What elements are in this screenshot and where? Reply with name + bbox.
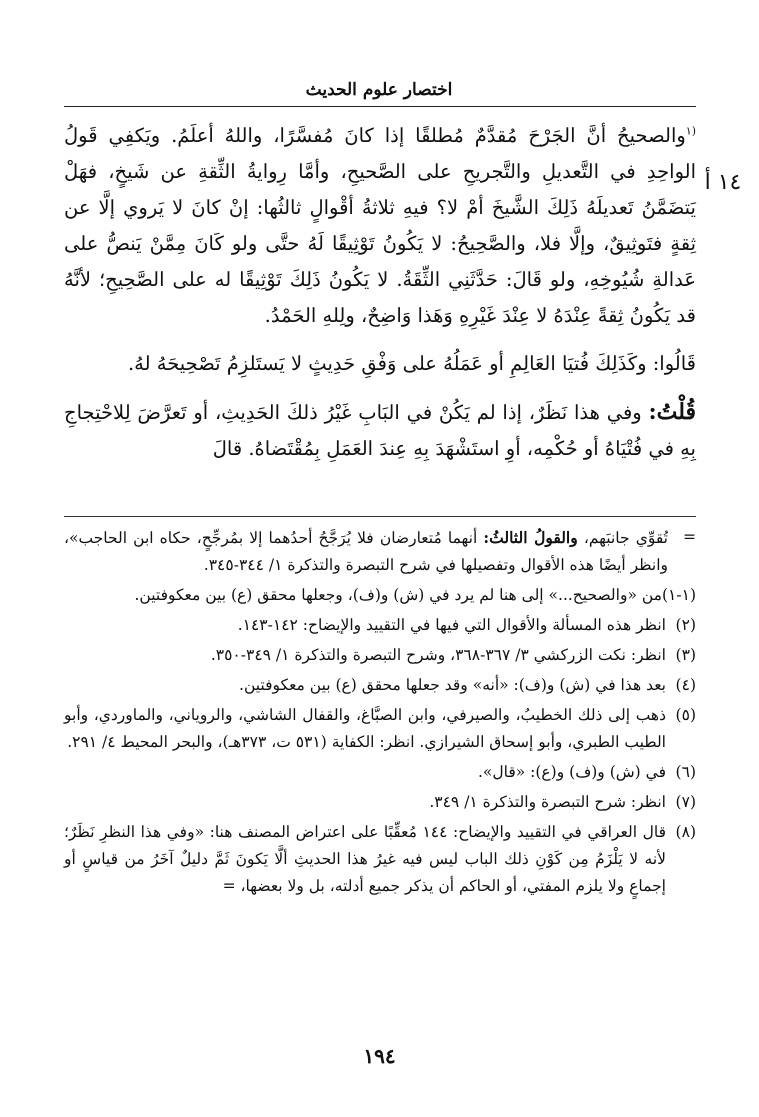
footnote-text: في (ش) و(ف) و(ع): «قال». <box>477 763 666 781</box>
footnote-number: (٦) <box>675 763 696 781</box>
footnote-text: انظر: نكت الزركشي ٣/ ٣٦٧-٣٦٨، وشرح التبصرة والتذكرة ١/ ٣٤٩-٣٥٠. <box>210 646 666 664</box>
footnote-item <box>64 702 696 756</box>
footnote-item <box>64 759 696 786</box>
footnote-text: قال العراقي في التقييد والإيضاح: ١٤٤ مُعقِّبًا على اعتراض المصنف هنا: «وفي هذا النظرِ نَظَرٌ؛ لأنه لا يَلْزَمُ مِن كَوْنِ ذلك الباب ليس فيه غيرُ هذا الحديثِ ألَّا يَكونَ ثَمَّ دليلٌ آخَرُ من قياسٍ أو إجماعٍ ولا يلزم المفتي، أو الحاكم أن يذكر جميع أدلته، بل ولا بعضها، = <box>64 823 666 895</box>
header-divider <box>64 106 696 107</box>
paragraph-2-text: قَالُوا: وكَذَلِكَ فُتيَا العَالِمِ أو عَمَلُهُ على وَفْقِ حَدِيثٍ لا يَستَلزِمُ تَصْحِيحَهُ لهُ. <box>127 352 696 375</box>
footnote-number: (٧) <box>675 793 696 811</box>
page-header-title: اختصار علوم الحديث <box>305 80 453 100</box>
footnote-divider <box>64 516 696 517</box>
page-number: ١٩٤ <box>363 1044 396 1068</box>
continuation-bold: والقولُ الثالثُ: <box>483 528 578 547</box>
footnotes <box>64 524 696 903</box>
footnote-text: بعد هذا في (ش) و(ف): «أنه» وقد جعلها محقق (ع) بين معكوفتين. <box>239 676 666 694</box>
footnote-number: (٥) <box>675 706 696 724</box>
footnote-number: (٨) <box>675 823 696 841</box>
margin-folio-note: ١٤ أ <box>704 170 742 195</box>
footnote-item <box>64 672 696 699</box>
paragraph-3-text: وفي هذا نَظَرٌ، إذا لم يَكُنْ في البَابِ غَيْرُ ذلكَ الحَدِيثِ، أو تَعرَّضَ لِلاحْتِجاجِ بِهِ في فُتْيَاهُ أو حُكْمِه، أوِ استَشْهَدَ بِهِ عِندَ العَمَلِ بِمُقْتَضاهُ. قالَ <box>64 401 696 460</box>
main-text <box>64 118 696 479</box>
continuation-post: أنهما مُتعارضان فلا يُرَجَّحُ أحدُهما إلا بمُرجِّحٍ، حكاه ابن الحاجب»، وانظر أيضًا هذه الأقوال وتفصيلها في شرح التبصرة والتذكرة ١/ ٣٤٤-٣٤٥. <box>64 529 668 574</box>
footnote-item <box>64 612 696 639</box>
footnote-item <box>64 819 696 900</box>
continuation-mark: = <box>683 528 696 546</box>
footnote-number: (٣) <box>675 646 696 664</box>
footnote-text: انظر: شرح التبصرة والتذكرة ١/ ٣٤٩. <box>429 793 666 811</box>
footnote-text: ذهب إلى ذلك الخطيبُ، والصيرفي، وابن الصبَّاغ، والقفال الشاشي، والروياني، والماوردي، وأبو الطيب الطبري، وأبو إسحاق الشيرازي. انظر: الكفاية (٥٣١ ت، ٣٧٣هـ)، والبحر المحيط ٤/ ٢٩١. <box>64 706 666 751</box>
paragraph-1: $^{(١}$والصحيحُ أنَّ الجَرْحَ مُقدَّمٌ مُطلقًا إذا كانَ مُفسَّرًا، واللهُ أعلَمُ. ويَكفِي قَولُ الواحِدِ في التَّعديلِ والتَّجريحِ على الصَّحيحِ، وأمَّا رِوايةُ الثِّقةِ عن شَيخٍ، فهَلْ يَتضَمَّنُ تَعديلَهُ ذَلِكَ الشَّيخَ أمْ لا؟ فيهِ ثلاثةُ أقْوالٍ ثالثُها: إنْ كانَ لا يَروي إلَّا عن ثِقةٍ فتَوثِيقٌ، وإلَّا فلا، والصَّحِيحُ: لا يَكُونُ تَوْثِيقًا لَهُ حتَّى ولو كَانَ مِمَّنْ يَنصُّ على عَدالةِ شُيُوخِهِ، ولو قَالَ: حَدَّثَنِي الثِّقَةُ. لا يَكُونُ ذَلِكَ تَوْثِيقًا له على الصَّحِيحِ؛ لأنَّهُ قد يَكُونُ ثِقةً عِنْدَهُ لا عِنْدَ غَيْرِهِ وَهَذا وَاضِحٌ، ولِلهِ الحَمْدُ. <box>64 124 696 327</box>
footnote-number: (٢) <box>675 616 696 634</box>
paragraph-2 <box>64 346 696 382</box>
continuation-pre: تُقوِّي جانبَهم، <box>583 529 668 547</box>
footnote-number: (٤) <box>675 676 696 694</box>
paragraph-1-text: والصحيحُ أنَّ الجَرْحَ مُقدَّمٌ مُطلقًا إذا كانَ مُفسَّرًا، واللهُ أعلَمُ. ويَكفِي قَولُ الواحِدِ في التَّعديلِ والتَّجريحِ على الصَّحيحِ، وأمَّا رِوايةُ الثِّقةِ عن شَيخٍ، فهَلْ يَتضَمَّنُ تَعديلَهُ ذَلِكَ الشَّيخَ أمْ لا؟ فيهِ ثلاثةُ أقْوالٍ ثالثُها: إنْ كانَ لا يَروي إلَّا عن ثِقةٍ فتَوثِيقٌ، وإلَّا فلا، والصَّحِيحُ: لا يَكُونُ تَوْثِيقًا لَهُ حتَّى ولو كَانَ مِمَّنْ يَنصُّ على عَدالةِ شُيُوخِهِ، ولو قَالَ: حَدَّثَنِي الثِّقَةُ. لا يَكُونُ ذَلِكَ تَوْثِيقًا له على الصَّحِيحِ؛ لأنَّهُ قد يَكُونُ ثِقةً عِنْدَهُ لا عِنْدَ غَيْرِهِ وَهَذا وَاضِحٌ، ولِلهِ الحَمْدُ. <box>64 124 696 327</box>
footnote-item <box>64 582 696 609</box>
footnote-item <box>64 642 696 669</box>
paragraph-3 <box>64 394 696 467</box>
footnote-text: انظر هذه المسألة والأقوال التي فيها في التقييد والإيضاح: ١٤٢-١٤٣. <box>237 616 666 634</box>
footnote-text: من «والصحيح...» إلى هنا لم يرد في (ش) و(ف)، وجعلها محقق (ع) بين معكوفتين. <box>134 586 662 604</box>
qult-label: قُلْتُ: <box>648 399 696 425</box>
footnote-number: (١-١) <box>661 586 696 604</box>
footnote-item <box>64 789 696 816</box>
footnote-continuation <box>64 524 696 579</box>
